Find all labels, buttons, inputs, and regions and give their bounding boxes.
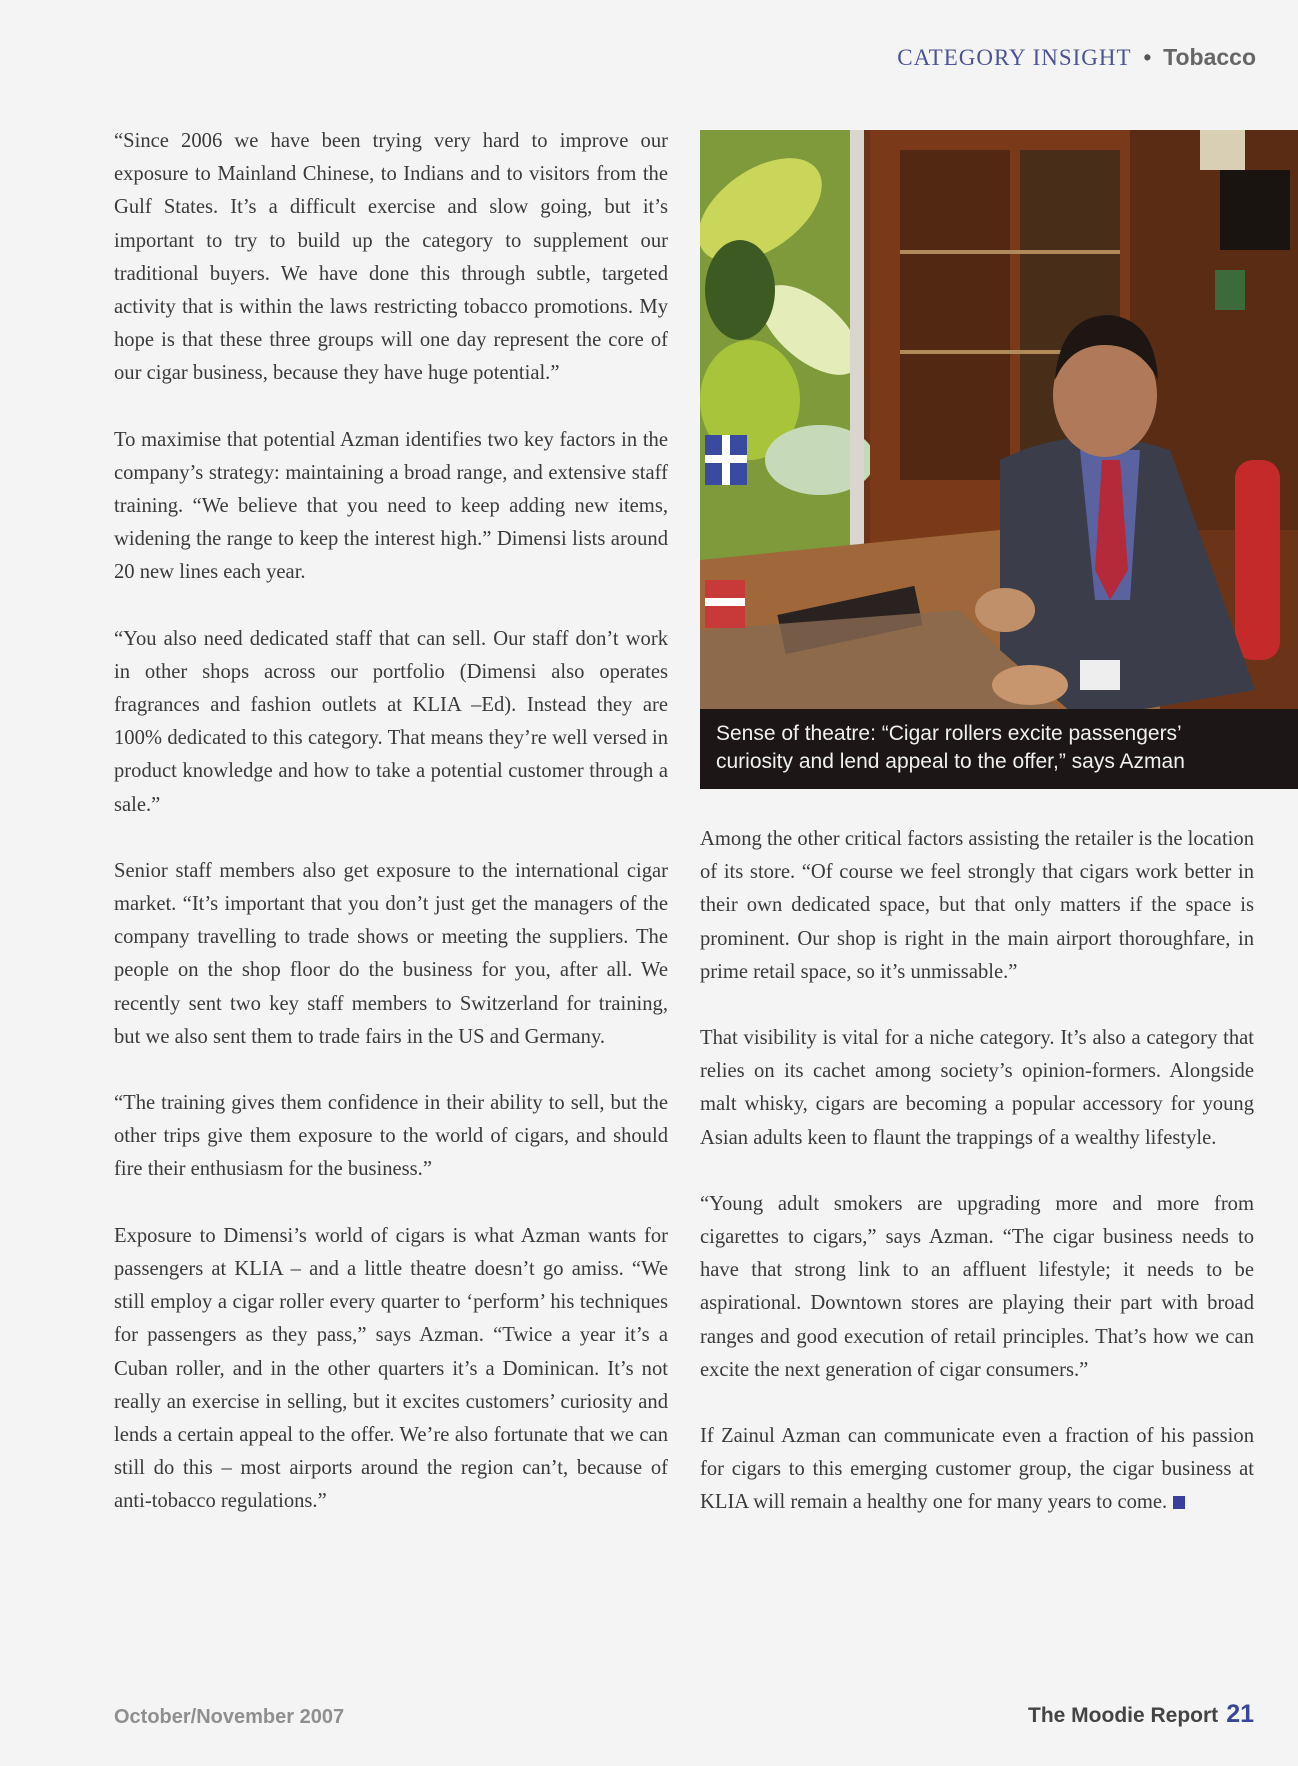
publication-footer	[1028, 1700, 1254, 1729]
left-column	[114, 125, 668, 1552]
final-paragraph	[700, 1420, 1254, 1520]
subcategory-label: Tobacco	[1163, 44, 1256, 70]
page-number: 21	[1226, 1700, 1254, 1728]
section-header	[897, 44, 1256, 71]
paragraph: That visibility is vital for a niche category. It’s also a category that relies on its cachet among society’s opinion-formers. Alongside malt whisky, cigars are becoming a popular accessory for young Asian adults keen to flaunt the trappings of a wealthy lifestyle.	[700, 1027, 1254, 1149]
paragraph: “The training gives them confidence in their ability to sell, but the other trips give them exposure to the world of cigars, and should fire their enthusiasm for the business.”	[114, 1092, 668, 1181]
photo-illustration	[700, 130, 1298, 789]
publication-name: The Moodie Report	[1028, 1704, 1219, 1727]
right-column	[700, 823, 1254, 1553]
category-label: CATEGORY INSIGHT	[897, 45, 1132, 70]
paragraph: To maximise that potential Azman identifies two key factors in the company’s strategy: maintaining a broad range, and extensive staff training. “We believe that you need to keep adding new items, widening the range to keep the interest high.” Dimensi lists around 20 new lines each year.	[114, 428, 668, 584]
paragraph: Exposure to Dimensi’s world of cigars is what Azman wants for passengers at KLIA – and a little theatre doesn’t go amiss. “We still employ a cigar roller every quarter to ‘perform’ his techniques for passengers as they pass,” says Azman. “Twice a year it’s a Cuban roller, and in the other quarters it’s a Dominican. It’s not really an exercise in selling, but it excites customers’ curiosity and lends a certain appeal to the offer. We’re also fortunate that we can still do this – most airports around the region can’t, because of anti-tobacco regulations.”	[114, 1224, 668, 1513]
paragraph: “Since 2006 we have been trying very hard to improve our exposure to Mainland Chinese, to Indians and to visitors from the Gulf States. It’s a difficult exercise and slow going, but it’s important to try to build up the category to supplement our traditional buyers. We have done this through subtle, targeted activity that is within the laws restricting tobacco promotions. My hope is that these three groups will one day represent the core of our cigar business, because they have huge potential.”	[114, 130, 668, 385]
paragraph-text: If Zainul Azman can communicate even a fraction of his passion for cigars to this emerging customer group, the cigar business at KLIA will remain a healthy one for many years to come.	[700, 1425, 1254, 1514]
issue-date: October/November 2007	[114, 1706, 345, 1728]
caption-line: curiosity and lend appeal to the offer,” says Azman	[716, 750, 1185, 773]
end-of-article-square-icon	[1173, 1496, 1185, 1509]
article-photo	[700, 130, 1298, 789]
header-separator: •	[1143, 44, 1152, 70]
caption-line: Sense of theatre: “Cigar rollers excite passengers’	[716, 722, 1182, 745]
photo-caption	[700, 709, 1298, 789]
paragraph: Among the other critical factors assisting the retailer is the location of its store. “Of course we feel strongly that cigars work better in their own dedicated space, but that only matters if the space is prominent. Our shop is right in the main airport thoroughfare, in prime retail space, so it’s unmissable.”	[700, 828, 1254, 983]
paragraph: Senior staff members also get exposure to the international cigar market. “It’s important that you don’t just get the managers of the company travelling to trade shows or meeting the suppliers. The people on the shop floor do the business for you, after all. We recently sent two key staff members to Switzerland for training, but we also sent them to trade fairs in the US and Germany.	[114, 859, 668, 1048]
paragraph: “Young adult smokers are upgrading more and more from cigarettes to cigars,” says Azman. “The cigar business needs to have that strong link to an affluent lifestyle; it needs to be aspirational. Downtown stores are playing their part with broad ranges and good execution of retail principles. That’s how we can excite the next generation of cigar consumers.”	[700, 1192, 1254, 1381]
paragraph: “You also need dedicated staff that can sell. Our staff don’t work in other shops across our portfolio (Dimensi also operates fragrances and fashion outlets at KLIA –Ed). Instead they are 100% dedicated to this category. That means they’re well versed in product knowledge and how to take a potential customer through a sale.”	[114, 627, 668, 816]
